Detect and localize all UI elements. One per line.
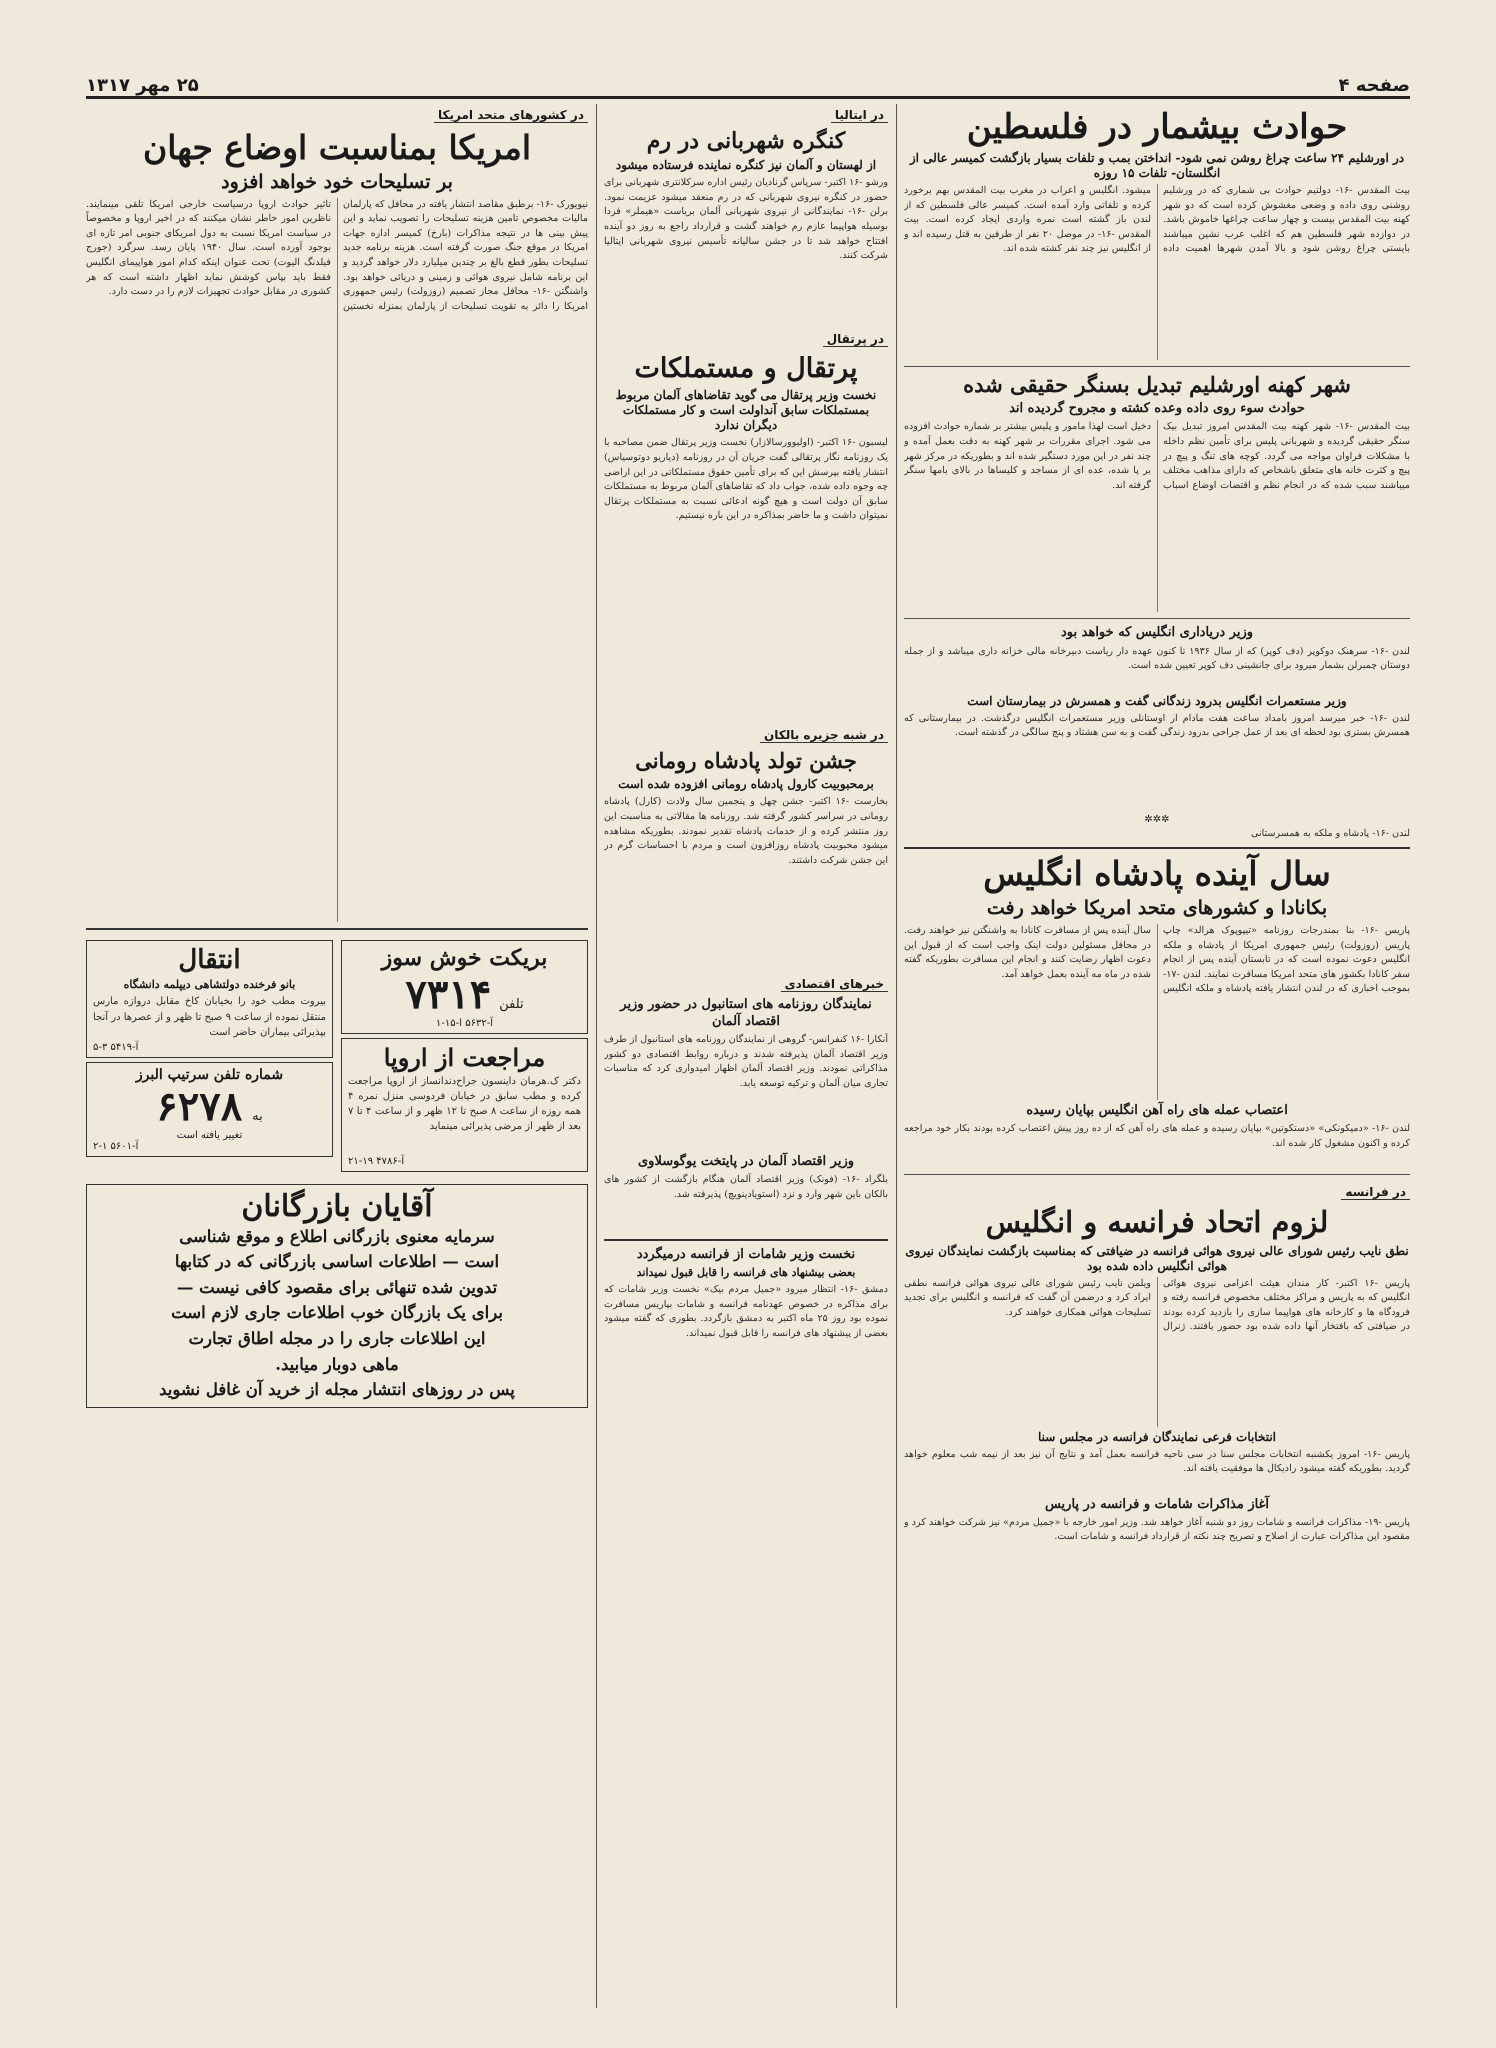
portugal-tag: در پرتقال	[823, 332, 888, 347]
america-article	[86, 129, 588, 922]
italy-tag: در ایتالیا	[831, 108, 888, 123]
yugoslavia-body: بلگراد -۱۶- (فونک) وزیر اقتصاد آلمان هنگام بازگشت از کشور های بالکان باین شهر وارد و نزد (استویادینویچ) پذیرفته شد.	[604, 1174, 888, 1200]
divider	[904, 366, 1410, 367]
palestine-subtitle: در اورشلیم ۲۴ ساعت چراغ روشن نمی شود- انداختن بمب و تلفات بسیار بازگشت کمیسر عالی از انگلستان- تلفات ۱۵ روزه	[909, 151, 1405, 181]
move-ad	[86, 940, 333, 1059]
king-body: پاریس -۱۶- بنا بمندرجات روزنامه «تیپوپوک هرالد» چاپ پاریس (روزولت) رئیس جمهوری امریکا از پادشاه و ملکه انگلیس دعوت نموده است که در تابستان آینده پس از انجام سفر کانادا بکشور های متحد امریکا مسافرت نمایند. لندن -۱۷- بموجب اخباری که در لندن انتشار یافته پادشاه و ملکه انگلیس سال آینده پس از مسافرت کانادا به واشنگتن نیز خواهند رفت. در محافل مسئولین دولت اینک واجب است که از قبول این دعوت اظهار رضایت کنند و انجام این مسافرت بطوریکه گفته شده در ماه مه آینده بعمل خواهد آمد.	[904, 925, 1410, 995]
phone-change-ad	[86, 1062, 333, 1157]
syria-subtitle: بعضی بیشنهاد های فرانسه را قابل قبول نمیداند	[636, 1266, 856, 1280]
divider	[86, 928, 588, 930]
old-city-subtitle: حوادث سوء روی داده وعده کشته و مجروح گردیده اند	[1009, 401, 1305, 417]
masthead-rule	[86, 96, 1410, 99]
minister-article	[904, 625, 1410, 690]
palestine-article	[904, 108, 1410, 360]
merchants-line: برای یک بازرگان خوب اطلاعات جاری لازم است	[171, 1303, 503, 1323]
briquette-ad	[341, 940, 588, 1034]
merchants-title: آقایان بازرگانان	[241, 1188, 433, 1224]
old-city-body: بیت المقدس -۱۶- شهر کهنه بیت المقدس امروز تبدیل بیک سنگر حقیقی گردیده و شهربانی پلیس برای تأمین نظم داخله با مشکلات فراوان مواجه می گردد. کوچه های تنگ و پیچ در پیچ و کثرت خانه های متعلق باشخاص که دارای مذاهب مختلف میباشند سبب شده که در انجام نظم و اقتضات اوضاع اسباب دخیل است لهذا مامور و پلیس بیشتر بر شماره حوادث افزوده می شود. اجرای مقررات بر شهر کهنه به دقت بعمل آمده و چند نفر در این مورد دستگیر شده اند و بطوریکه در مرکز شهر بر پا شده، عده ای از مساجد و کلیساها در بالای بامها سنگر گرفته اند.	[904, 421, 1410, 491]
syria-article	[604, 1247, 888, 1403]
palestine-body: بیت المقدس -۱۶- دولتیم حوادث بی شماری که در ورشلیم روشنی روی داده و وضعی مغشوش کرده است که دو شهر کهنه بیت المقدس بیست و چهار ساعت چراغها خاموش باشد. در دوازده شهر فلسطین هم که اغلب عرب نشین میباشند بایستی چراغ روشن شود و بالا آمدن شهرها اهمیت داده میشود. انگلیس و اعراب در مغرب بیت المقدس بهم برخورد کرده و تلفاتی وارد آمده است. کمیسر عالی فلسطین که از لندن باز گشته است نمره واردی ایجاد کرده است. بیت المقدس -۱۶- در موصل ۲۰ نفر از طرفین به قتل رسیده اند و از انگلیس نیز چند نفر کشته شده اند.	[904, 185, 1410, 255]
elections-heading: انتخابات فرعی نمایندگان فرانسه در مجلس سنا	[1037, 1429, 1277, 1444]
move-title: انتقال	[178, 944, 241, 975]
queen-body: لندن -۱۶- خبر میرسد امروز بامداد ساعت هفت مادام ار اوستانلی وزیر مستعمرات انگلیس درگذشت. در بیمارستانی که همسرش بستری بود لحظه ای بعد از عمل جراحی بدرود زندگی گفت و به سن هشتاد و پنج سالگی در گذشته است.	[904, 712, 1410, 739]
istanbul-title: نمایندگان روزنامه های استانبول در حضور وزیر اقتصاد آلمان	[620, 997, 872, 1029]
merchants-line: ماهی دوبار میابید.	[275, 1354, 399, 1374]
king-subtitle: بکانادا و کشورهای متحد امریکا خواهد رفت	[986, 897, 1328, 920]
romania-subtitle: برمحبوبیت کارول پادشاه رومانی افزوده شده است	[618, 777, 874, 792]
masthead	[86, 72, 1410, 98]
minister-title: وزیر دریاداری انگلیس که خواهد بود	[1060, 625, 1253, 641]
section-stars: ✲✲✲	[1144, 813, 1170, 825]
istanbul-body: آنکارا -۱۶ کنفرانس- گروهی از نمایندگان روزنامه های استانبول از طرف وزیر اقتصاد آلمان پذیرفته شدند و درباره روابط اقتصادی دو کشور مذاکراتی نمودند. وزیر اقتصاد آلمان اظهار امیدواری کرد که مناسبات تجاری میان آلمان و ترکیه توسعه یابد.	[604, 1033, 888, 1089]
congress-article	[604, 129, 888, 326]
america-body: نیویورک -۱۶- برطبق مقاصد انتشار یافته در محافل که پارلمان مالیات مخصوص تامین هزینه تسلیحات را تصویب نماید و این پیش بینی ها در نتیجه مذاکرات (بارخ) کمیسر اداره جهات امریکا در موقع جنگ صورت گرفته است. هزینه برنامه جدید تسلیحات بطور قطع بالغ بر چندین میلیارد دلار خواهد گردید و این برنامه شامل نیروی هوائی و زمینی و دریائی خواهد بود. واشنگتن -۱۶- محافل مجاز تصمیم (روزولت) رئیس جمهوری امریکا را دائر به تقویت تسلیحات از پارلمان بمنزله نخستین تاثیر حوادث اروپا درسیاست خارجی امریکا تلقی مینمایند. ناظرین امور خاطر نشان میکنند که در اخیر اروپا و مخصوصاً در سیاست امریکا نسبت به دول امریکای جنوبی امر تازه ای بوجود آورده است. سال ۱۹۴۰ پایان رسد. سرگرد (جورج فیلدنگ الیوت) تحت عنوان اینکه کدام امور هواپیمای انگلیس فقط باید بپاس کوشش نماید اظهار داشته است که هر کشوری در مقابل حوادث تجهیزات لازم را در دست دارد.	[86, 198, 588, 312]
minister-body: لندن -۱۶- سرهنک دوکوپر (دف کوپر) که از سال ۱۹۳۶ تا کنون عهده دار ریاست دبیرخانه مالی خزانه داری میباشد و از جمله دوستان چمبرلن بشمار میرود برای جانشینی دف کوپر تعیین شده است.	[904, 645, 1410, 672]
talks-body: پاریس -۱۹- مذاکرات فرانسه و شامات روز دو شنبه آغاز خواهد شد. وزیر امور خارجه با «جمیل مردم» نیز شرکت خواهند کرد و مقصود این مذاکرات عبارت از اصلاح و تصریح چند نکته از قرارداد فرانسه و شامات است.	[904, 1516, 1410, 1543]
romania-body: بخارست -۱۶ اکتبر- جشن چهل و پنجمین سال ولادت (کارل) پادشاه رومانی در سراسر کشور گرفته شد. روزنامه ها مقالاتی به مناسبت این روز منتشر کرده و از خدمات پادشاه تقدیر نمودند. بطوریکه مشاهده میشود محبوبیت پادشاه روزافزون است و مردم با احساسات گرم در این جشن شرکت داشتند.	[604, 796, 888, 866]
phone-prefix: به	[252, 1109, 263, 1125]
merchants-line: تدوین شده تنهائی برای مقصود کافی نیست —	[176, 1277, 498, 1297]
merchants-line: پس در روزهای انتشار مجله از خرید آن غافل نشوید	[159, 1380, 515, 1400]
yugoslavia-heading: وزیر اقتصاد آلمان در پایتخت یوگوسلاوی	[637, 1153, 855, 1169]
ads-left-stack	[86, 936, 333, 1176]
portugal-title: پرتقال و مستملکات	[634, 353, 858, 385]
page-label: صفحه ۴	[1338, 74, 1410, 96]
move-body: بیروت مطب خود را بخیابان کاخ مقابل دروازه مارس منتقل نموده از ساعت ۹ صبح تا ظهر و از عصرها در آنجا بپذیرائی بیماران حاضر است	[93, 996, 326, 1038]
france-body: پاریس -۱۶ اکتبر- کار مندان هیئت اعزامی نیروی هوائی انگلیس که به پاریس و مراکز مختلف مخصوص فرانسه رفته و فرودگاه ها و کارخانه های هواپیما سازی را بازدید کرده بودند در ضیافتی که بافتخار آنها داده شده بود حضور یافتند. ژنرال ویلمن نایب رئیس شورای عالی نیروی هوائی فرانسه نطقی ایراد کرد و درضمن آن گفت که فرانسه و انگلیس برای تجدید تسلیحات هوائی همکاری خواهند کرد.	[904, 1277, 1410, 1333]
phone-label: تلفن	[499, 996, 524, 1012]
doctor-title: مراجعت از اروپا	[383, 1042, 546, 1072]
romania-title: جشن تولد پادشاه رومانی	[635, 748, 857, 774]
issue-date: ۲۵ مهر ۱۳۱۷	[86, 74, 199, 96]
merchants-line: این اطلاعات جاری را در مجله اطاق تجارت	[188, 1328, 486, 1348]
move-subtitle: بانو فرخنده دولتشاهی دیپلمه دانشگاه	[123, 977, 296, 991]
divider	[904, 847, 1410, 849]
divider	[904, 618, 1410, 619]
merchants-line: است — اطلاعات اساسی بازرگانی که در کتابها	[174, 1252, 500, 1272]
america-subtitle: بر تسلیحات خود خواهد افزود	[221, 170, 453, 193]
ads-right-stack	[341, 936, 588, 1176]
divider	[604, 1239, 888, 1241]
economic-tag: خبرهای اقتصادی	[781, 977, 888, 992]
ads-row	[86, 936, 588, 1176]
france-tag: در فرانسه	[1341, 1185, 1410, 1200]
france-title: لزوم اتحاد فرانسه و انگلیس	[985, 1205, 1329, 1240]
syria-body: دمشق -۱۶- انتظار میرود «جمیل مردم بیک» نخست وزیر شامات که برای مذاکره در خصوص عهدنامه فرانسه و شامات بپاریس مسافرت نموده بود روز ۲۵ ماه اکتبر به دمشق بازگردد. بطوری که گفته میشود بعضی از پیشنهاد های فرانسه را قابل قبول نمیداند.	[604, 1284, 888, 1339]
old-city-article	[904, 373, 1410, 612]
phone-change-title: شماره تلفن سرتیپ البرز	[135, 1067, 284, 1084]
queen-article	[904, 694, 1410, 842]
divider	[904, 1174, 1410, 1175]
briquette-phone: ۷۳۱۴	[405, 970, 492, 1018]
strike-heading: اعتصاب عمله های راه آهن انگلیس بپایان رسیده	[1026, 1103, 1288, 1118]
palestine-title: حوادث بیشمار در فلسطین	[966, 107, 1348, 147]
syria-title: نخست وزیر شامات از فرانسه درمیگردد	[636, 1247, 856, 1263]
doctor-ad	[341, 1038, 588, 1172]
phone-ref: آ-۵۶۰۱ ۱-۲	[93, 1141, 139, 1153]
queen-footer: لندن -۱۶- پادشاه و ملکه به همسرستانی	[1250, 827, 1410, 839]
right-column	[904, 104, 1410, 2008]
strike-body: لندن -۱۶- «دمیکونکی» «دستکوتین» بپایان رسیده و عمله های راه آهن که از ده روز پیش اعتصاب کرده بودند بکار خود مراجعه کرده و اکنون مشغول کار شده اند.	[904, 1123, 1410, 1149]
merchants-ad	[86, 1184, 588, 1408]
king-article	[904, 855, 1410, 1168]
congress-title: کنگره شهربانی در رم	[646, 128, 846, 154]
congress-subtitle: از لهستان و آلمان نیز کنگره نماینده فرستاده میشود	[615, 158, 877, 173]
portugal-subtitle: نخست وزیر پرتقال می گوید تقاضاهای آلمان مربوط بمستملکات سابق آنداولت است و کار مستملکات دیگران ندارد	[615, 388, 877, 433]
briquette-title: بریکت خوش سوز	[381, 944, 548, 971]
portugal-article	[604, 353, 888, 722]
column-divider	[596, 104, 597, 2008]
talks-heading: آغاز مذاکرات شامات و فرانسه در پاریس	[1044, 1496, 1269, 1512]
france-subtitle: نطق نایب رئیس شورای عالی نیروی هوائی فرانسه در ضیافتی که بمناسبت بازگشت نمایندگان نیروی هوائی انگلیس داده شده بود	[905, 1243, 1409, 1273]
phone-note: تغییر یافته است	[176, 1130, 243, 1142]
briquette-ref: آ-۵۶۳۲ ا-۱۵-۱	[435, 1017, 494, 1029]
king-title: سال آینده پادشاه انگلیس	[983, 854, 1331, 894]
doctor-body: دکتر ک.هرمان داینسون جراح‌دندانساز از اروپا مراجعت کرده و مطب سابق در خیابان فردوسی منزل نمره ۴ همه روزه از ساعت ۸ صبح تا ۱۲ ظهر و از ساعت ۴ تا ۷ بعد از ظهر از مرضی پذیرائی مینماید	[348, 1075, 581, 1133]
elections-body: پاریس -۱۶- امروز یکشنبه انتخابات مجلس سنا در سی ناحیه فرانسه بعمل آمد و نتایج آن نیز بعد از نیمه شب معلوم خواهد گردید. بطوریکه گفته میشود رادیکال ها موفقیت یافته اند.	[904, 1448, 1410, 1475]
balkan-tag: در شبه جزیره بالکان	[760, 728, 888, 743]
column-divider	[896, 104, 897, 2008]
merchants-line: سرمایه معنوی بازرگانی اطلاع و موقع شناسی	[179, 1226, 495, 1246]
istanbul-article	[604, 997, 888, 1233]
france-article	[904, 1181, 1410, 1578]
usa-tag: در کشورهای متحد امریکا	[434, 108, 588, 123]
romania-article	[604, 749, 888, 971]
move-ref: آ-۵۴۱۹ ۳-۵	[93, 1042, 139, 1054]
left-column	[86, 104, 588, 2008]
america-title: امریکا بمناسبت اوضاع جهان	[142, 128, 532, 167]
portugal-body: لیسبون -۱۶ اکتبر- (اولیوورسالازار) نخست وزیر پرتقال ضمن مصاحبه با یک روزنامه نگار پرتقالی گفت جریان آن در روزنامه (دیاریو دوتوسیاس) انتشار یافته بپرسش این که برای تأمین حقوق مستملکاتی در این اراضی چه وجوه داده شده، جواب داد که تقاضاهای آلمان مربوط به مستملکات سابق آن دولت است و هیچ گونه ادعائی نسبت به مستملکات پرتقال نمیتوان داشت و ما حاضر بمذاکره در این باره نیستیم.	[604, 437, 888, 522]
congress-body: ورشو -۱۶ اکتبر- سرپاس گرنادیان رئیس اداره سرکلانتری شهربانی برای حضور در کنگره نیروی شهربانی که در رم منعقد میشود عزیمت نمود. برلن -۱۶- نمایندگانی از نیروی شهربانی آلمان بریاست «هیملر» فردا بوسیله هواپیما عازم رم خواهند گشت و قرارداد راجع به روز دو آینده افتتاح خواهد شد تا در جشن سالیانه تأسیس نیروی شهربانی ایتالیا شرکت کنند.	[604, 177, 888, 262]
phone-number: ۶۲۷۸	[156, 1083, 243, 1131]
doctor-ref: آ-۴۷۸۶ ۱۹-۲۱	[348, 1155, 405, 1167]
merchants-text	[93, 1224, 581, 1403]
old-city-title: شهر کهنه اورشلیم تبدیل بسنگر حقیقی شده	[963, 372, 1351, 398]
middle-column	[604, 104, 888, 2008]
queen-title: وزیر مستعمرات انگلیس بدرود زندگانی گفت و همسرش در بیمارستان است	[967, 693, 1347, 708]
